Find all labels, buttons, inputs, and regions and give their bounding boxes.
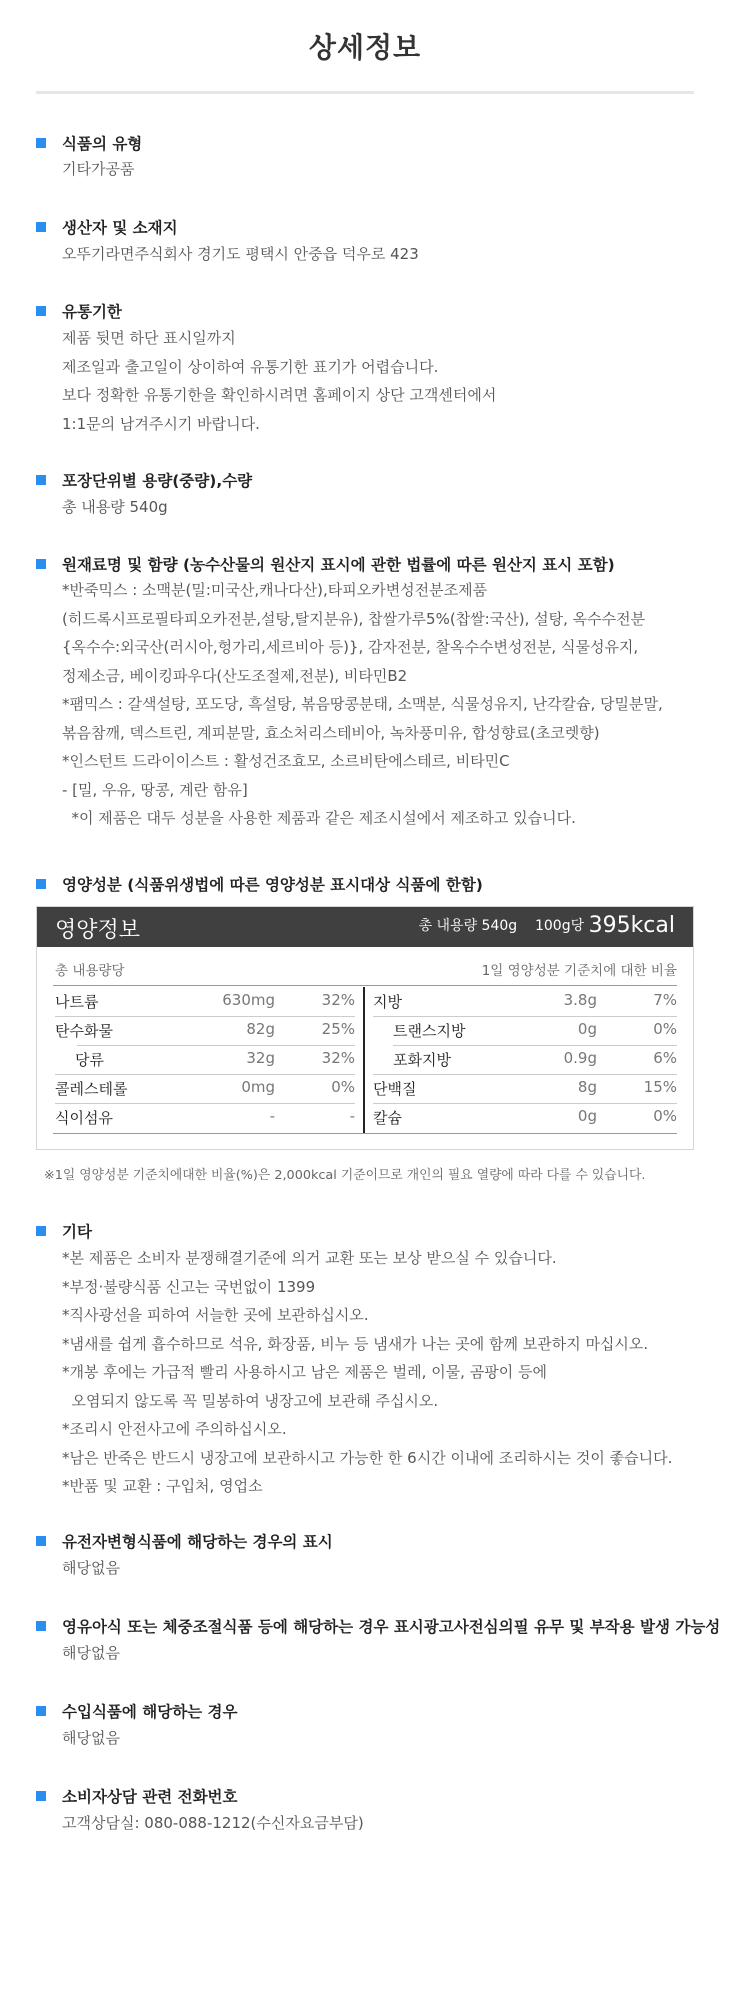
nutrition-title: 영양정보 — [55, 918, 141, 943]
section-body-gmo: 해당없음 — [62, 1559, 120, 1577]
bullet-square-icon — [36, 1536, 46, 1546]
nutrition-sub-right: 1일 영양성분 기준치에 대한 비율 — [481, 963, 677, 979]
section-heading-food-type: 식품의 유형 — [36, 132, 142, 154]
bullet-square-icon — [36, 1791, 46, 1801]
nutrient-row: 트랜스지방 0g 0% — [393, 1020, 677, 1040]
section-heading-import: 수입식품에 해당하는 경우 — [36, 1700, 238, 1722]
nutrition-kcal-summary: 총 내용량 540g 100g당 395kcal — [418, 913, 675, 938]
section-heading-shelf-life: 유통기한 — [36, 300, 122, 322]
nutrient-row: 당류 32g 32% — [75, 1049, 355, 1069]
section-heading-infant: 영유아식 또는 체중조절식품 등에 해당하는 경우 표시광고사전심의필 유무 및 부작용 발생 가능성 — [36, 1615, 720, 1637]
nutrient-row: 콜레스테롤 0mg 0% — [55, 1078, 355, 1098]
nutrient-row: 탄수화물 82g 25% — [55, 1020, 355, 1040]
bullet-square-icon — [36, 879, 46, 889]
nutrition-header — [37, 907, 693, 947]
nutrition-bottom-rule — [53, 1133, 677, 1134]
nutrient-row: 포화지방 0.9g 6% — [393, 1049, 677, 1069]
bullet-square-icon — [36, 222, 46, 232]
bullet-square-icon — [36, 306, 46, 316]
section-heading-etc: 기타 — [36, 1220, 92, 1242]
section-heading-ingredients: 원재료명 및 함량 (농수산물의 원산지 표시에 관한 법률에 따른 원산지 표시 포함) — [36, 553, 615, 575]
nutrition-sub-left: 총 내용량당 — [55, 963, 125, 979]
section-body-infant: 해당없음 — [62, 1644, 120, 1662]
section-body-producer: 오뚜기라면주식회사 경기도 평택시 안중읍 덕우로 423 — [62, 245, 419, 263]
bullet-square-icon — [36, 1706, 46, 1716]
bullet-square-icon — [36, 138, 46, 148]
section-body-capacity: 총 내용량 540g — [62, 498, 168, 516]
section-body-consumer: 고객상담실: 080-088-1212(수신자요금부담) — [62, 1814, 364, 1832]
nutrition-table — [36, 906, 694, 1150]
nutrient-row: 식이섬유 - - — [55, 1107, 355, 1127]
section-heading-producer: 생산자 및 소재지 — [36, 216, 178, 238]
nutrient-row: 나트륨 630mg 32% — [55, 991, 355, 1011]
bullet-square-icon — [36, 475, 46, 485]
section-body-ingredients: *반죽믹스 : 소맥분(밀:미국산,캐나다산),타피오카변성전분조제품 (히드록시프로필타피오카전분,설탕,탈지분유), 찹쌀가루5%(찹쌀:국산), 설탕, 옥수수전분 {옥수수:외국산(러시아,헝가리,세르비아 등)}, 감자전분, 찰옥수수변성전분, 식물성유지, 정제소금, 베이킹파우다(산도조절제,전분), 비타민B2 *팸믹스 : 갈색설탕, 포도당, 흑설탕, 볶음땅콩분태, 소맥분, 식물성유지, 난각칼슘, 당밀분말, 볶음참깨, 덱스트린, 계피분말, 효소처리스테비아, 녹차풍미유, 합성향료(초코렛향) *인스턴트 드라이이스트 : 활성건조효모, 소르비탄에스테르, 비타민C - [밀, 우유, 땅콩, 계란 함유] *이 제품은 대두 성분을 사용한 제품과 같은 제조시설에서 제조하고 있습니다. — [62, 581, 663, 827]
section-body-import: 해당없음 — [62, 1729, 120, 1747]
nutrient-row: 칼슘 0g 0% — [373, 1107, 677, 1127]
section-heading-nutrition: 영양성분 (식품위생법에 따른 영양성분 표시대상 식품에 한함) — [36, 873, 483, 895]
bullet-square-icon — [36, 1621, 46, 1631]
bullet-square-icon — [36, 1226, 46, 1236]
nutrition-header-rule — [53, 985, 677, 986]
bullet-square-icon — [36, 559, 46, 569]
section-heading-consumer: 소비자상담 관련 전화번호 — [36, 1785, 238, 1807]
page-title: 상세정보 — [308, 31, 422, 64]
section-heading-gmo: 유전자변형식품에 해당하는 경우의 표시 — [36, 1530, 333, 1552]
nutrient-row: 단백질 8g 15% — [373, 1078, 677, 1098]
title-divider — [36, 91, 694, 94]
section-body-etc: *본 제품은 소비자 분쟁해결기준에 의거 교환 또는 보상 받으실 수 있습니다. *부정·불량식품 신고는 국번없이 1399 *직사광선을 피하여 서늘한 곳에 보관하십시오. *냄새를 쉽게 흡수하므로 석유, 화장품, 비누 등 냄새가 나는 곳에 함께 보관하지 마십시오. *개봉 후에는 가급적 빨리 사용하시고 남은 제품은 벌레, 이물, 곰팡이 등에 오염되지 않도록 꼭 밀봉하여 냉장고에 보관해 주십시오. *조리시 안전사고에 주의하십시오. *남은 반죽은 반드시 냉장고에 보관하시고 가능한 한 6시간 이내에 조리하시는 것이 좋습니다. *반품 및 교환 : 구입처, 영업소 — [62, 1249, 673, 1495]
section-heading-capacity: 포장단위별 용량(중량),수량 — [36, 469, 252, 491]
nutrient-row: 지방 3.8g 7% — [373, 991, 677, 1011]
section-body-food-type: 기타가공품 — [62, 160, 135, 178]
nutrition-column-divider — [363, 987, 365, 1133]
section-body-shelf-life: 제품 뒷면 하단 표시일까지 제조일과 출고일이 상이하여 유통기한 표기가 어렵습니다. 보다 정확한 유통기한을 확인하시려면 홈페이지 상단 고객센터에서 1:1문의 남겨주시기 바랍니다. — [62, 329, 497, 433]
nutrition-footnote: ※1일 영양성분 기준치에대한 비율(%)은 2,000kcal 기준이므로 개인의 필요 열량에 따라 다를 수 있습니다. — [44, 1168, 646, 1183]
